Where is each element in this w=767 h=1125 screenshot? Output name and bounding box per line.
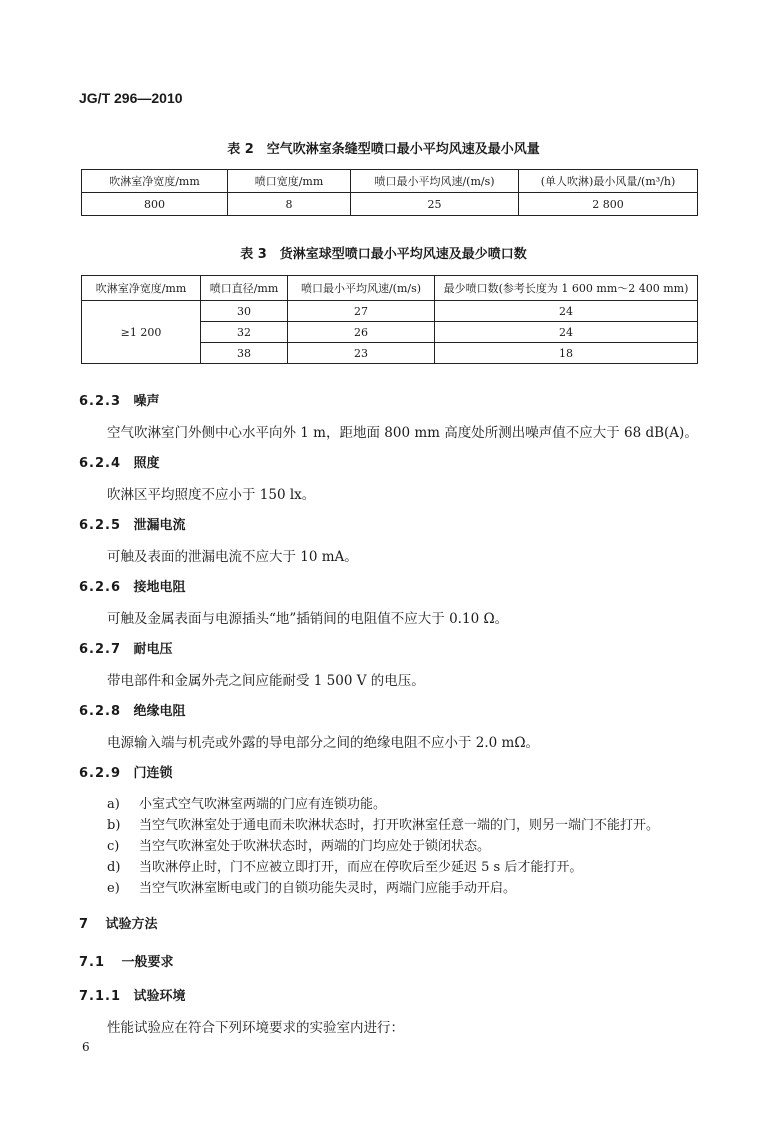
list-label: b) [107, 818, 121, 833]
table-cell: 30 [201, 301, 288, 322]
table-cell-width: ≥1 200 [82, 301, 201, 364]
table-header-cell: 喷口最小平均风速/(m/s) [351, 170, 519, 193]
list-item [107, 856, 582, 875]
section-heading-7-1 [79, 951, 174, 970]
section-number: 6.2.8 [79, 704, 122, 719]
list-item [107, 877, 516, 896]
table-row [82, 301, 698, 322]
section-number: 6.2.9 [79, 766, 122, 781]
table-cell: 27 [288, 301, 435, 322]
table-cell: 38 [201, 343, 288, 364]
section-text-6-2-6: 可触及金属表面与电源插头“地”插销间的电阻值不应大于 0.10 Ω。 [107, 611, 509, 627]
section-heading-6-2-9 [79, 762, 173, 781]
table-cell: 18 [435, 343, 698, 364]
section-title: 接地电阻 [133, 580, 186, 595]
list-label: d) [107, 860, 121, 875]
section-heading-6-2-6 [79, 576, 186, 595]
section-number: 6.2.6 [79, 580, 122, 595]
section-title: 一般要求 [121, 955, 174, 970]
section-number: 7.1 [79, 955, 106, 970]
section-heading-6-2-8 [79, 700, 186, 719]
section-heading-6-2-5 [79, 514, 186, 533]
table3 [81, 275, 698, 364]
list-label: c) [107, 839, 120, 854]
list-item [107, 793, 386, 812]
section-title: 试验方法 [105, 917, 158, 932]
section-text-6-2-5: 可触及表面的泄漏电流不应大于 10 mA。 [107, 549, 358, 565]
section-title: 耐电压 [133, 642, 173, 657]
section-title: 照度 [133, 456, 160, 471]
section-number: 6.2.4 [79, 456, 122, 471]
list-label: a) [107, 797, 120, 812]
table-header-cell: (单人吹淋)最小风量/(m³/h) [519, 170, 698, 193]
section-text-6-2-3: 空气吹淋室门外侧中心水平向外 1 m，距地面 800 mm 高度处所测出噪声值不应大于 68 dB(A)。 [107, 425, 698, 441]
list-item [107, 814, 659, 833]
table-header-row [82, 170, 698, 193]
table-cell: 2 800 [519, 193, 698, 216]
section-number: 7.1.1 [79, 989, 122, 1004]
section-text-6-2-8: 电源输入端与机壳或外露的导电部分之间的绝缘电阻不应小于 2.0 mΩ。 [107, 735, 540, 751]
list-text: 当空气吹淋室断电或门的自锁功能失灵时，两端门应能手动开启。 [139, 881, 517, 896]
table-header-row [82, 276, 698, 301]
section-heading-6-2-4 [79, 452, 160, 471]
table-cell: 32 [201, 322, 288, 343]
section-title: 绝缘电阻 [133, 704, 186, 719]
standard-code: JG/T 296—2010 [79, 90, 183, 106]
table-cell: 24 [435, 322, 698, 343]
table-cell: 8 [228, 193, 351, 216]
section-number: 6.2.5 [79, 518, 122, 533]
chapter-heading-7 [79, 913, 158, 932]
table-header-cell: 喷口最小平均风速/(m/s) [288, 276, 435, 301]
list-item [107, 835, 490, 854]
table2-title: 表 2 空气吹淋室条缝型喷口最小平均风速及最小风量 [227, 142, 540, 157]
section-heading-6-2-7 [79, 638, 173, 657]
table3-title: 表 3 货淋室球型喷口最小平均风速及最少喷口数 [240, 247, 527, 262]
list-text: 当空气吹淋室处于通电而未吹淋状态时，打开吹淋室任意一端的门，则另一端门不能打开。 [139, 818, 660, 833]
section-number: 7 [79, 917, 90, 932]
section-text-6-2-4: 吹淋区平均照度不应小于 150 lx。 [107, 487, 316, 503]
table-header-cell: 最少喷口数(参考长度为 1 600 mm～2 400 mm) [435, 276, 698, 301]
table-header-cell: 喷口直径/mm [201, 276, 288, 301]
table-header-cell: 吹淋室净宽度/mm [82, 276, 201, 301]
table-cell: 24 [435, 301, 698, 322]
section-number: 6.2.7 [79, 642, 122, 657]
section-number: 6.2.3 [79, 394, 122, 409]
section-title: 试验环境 [133, 989, 186, 1004]
page-number: 6 [82, 1040, 90, 1054]
list-text: 当吹淋停止时，门不应被立即打开，而应在停吹后至少延迟 5 s 后才能打开。 [139, 860, 583, 875]
section-title: 噪声 [133, 394, 160, 409]
section-heading-7-1-1 [79, 985, 186, 1004]
table-cell: 25 [351, 193, 519, 216]
section-text-6-2-7: 带电部件和金属外壳之间应能耐受 1 500 V 的电压。 [107, 673, 425, 689]
section-text-7-1-1: 性能试验应在符合下列环境要求的实验室内进行： [107, 1020, 404, 1036]
list-text: 当空气吹淋室处于吹淋状态时，两端的门均应处于锁闭状态。 [139, 839, 491, 854]
table-header-cell: 吹淋室净宽度/mm [82, 170, 228, 193]
section-title: 门连锁 [133, 766, 173, 781]
list-text: 小室式空气吹淋室两端的门应有连锁功能。 [139, 797, 387, 812]
table-cell: 23 [288, 343, 435, 364]
table-header-cell: 喷口宽度/mm [228, 170, 351, 193]
section-heading-6-2-3 [79, 390, 160, 409]
table-row [82, 193, 698, 216]
list-label: e) [107, 881, 120, 896]
table-cell: 800 [82, 193, 228, 216]
section-title: 泄漏电流 [133, 518, 186, 533]
table-cell: 26 [288, 322, 435, 343]
table2 [81, 169, 698, 216]
